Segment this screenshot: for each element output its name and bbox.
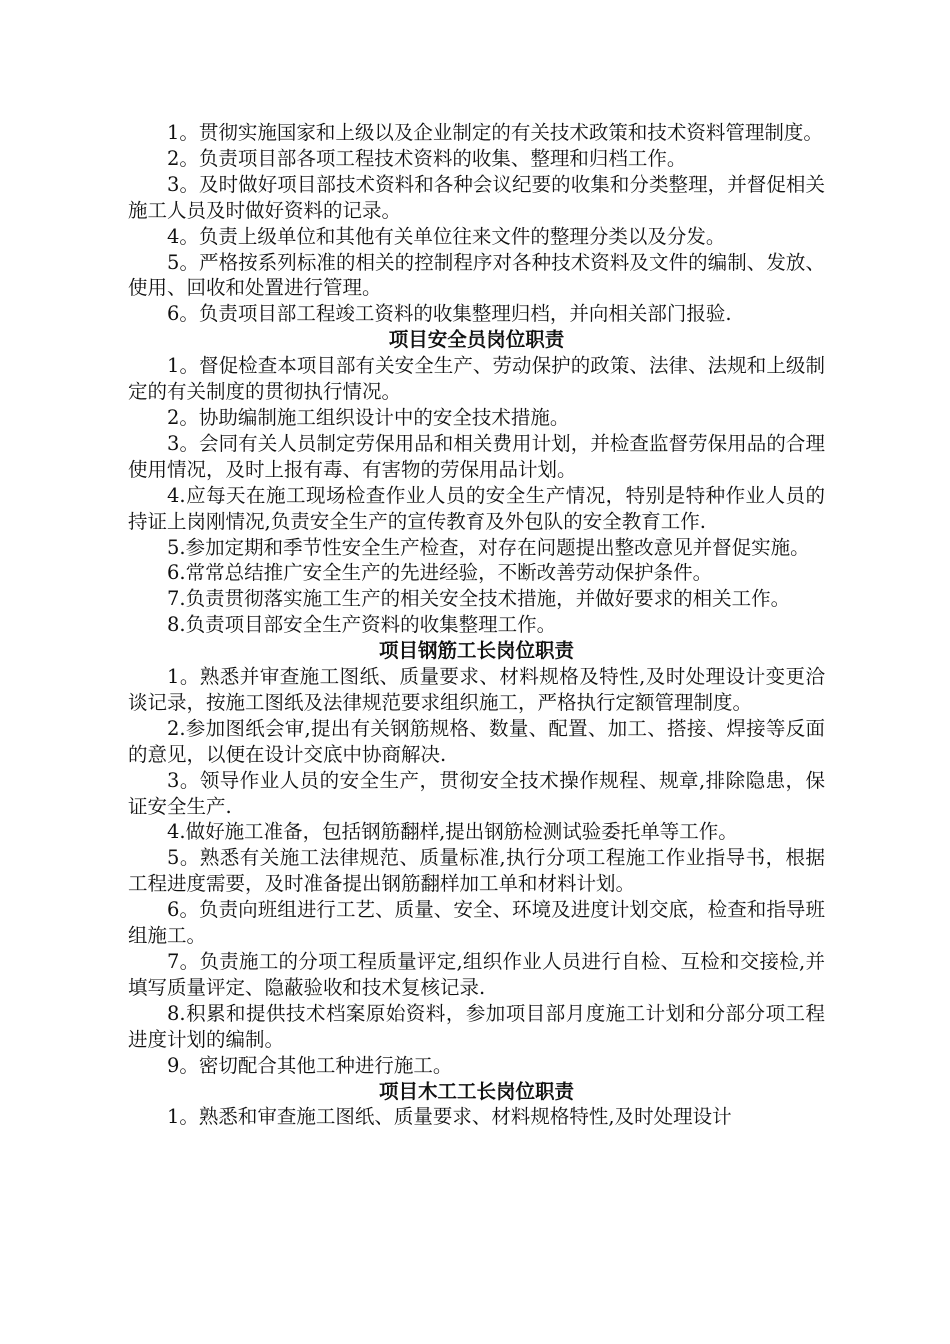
paragraph: 7.负责贯彻落实施工生产的相关安全技术措施，并做好要求的相关工作。: [167, 587, 791, 611]
paragraph: 1。熟悉并审查施工图纸、质量要求、材料规格及特性,及时处理设计变更洽谈记录，按施工图纸及法律规范要求组织施工，严格执行定额管理制度。: [128, 665, 825, 714]
paragraph: 7。负责施工的分项工程质量评定,组织作业人员进行自检、互检和交接检,并填写质量评定、隐蔽验收和技术复核记录.: [128, 950, 825, 999]
paragraph: 6.常常总结推广安全生产的先进经验，不断改善劳动保护条件。: [167, 561, 713, 585]
paragraph: 4.做好施工准备，包括钢筋翻样,提出钢筋检测试验委托单等工作。: [167, 820, 738, 844]
section-safety-officer: [128, 327, 825, 638]
paragraph: 6。负责向班组进行工艺、质量、安全、环境及进度计划交底，检查和指导班组施工。: [128, 898, 825, 948]
paragraph: 3。及时做好项目部技术资料和各种会议纪要的收集和分类整理，并督促相关施工人员及时做好资料的记录。: [128, 172, 825, 222]
paragraph: 2。协助编制施工组织设计中的安全技术措施。: [167, 405, 570, 429]
paragraph: 5。严格按系列标准的相关的控制程序对各种技术资料及文件的编制、发放、使用、回收和处置进行管理。: [128, 250, 825, 300]
paragraph: 4.应每天在施工现场检查作业人员的安全生产情况，特别是特种作业人员的持证上岗刚情况,负责安全生产的宣传教育及外包队的安全教育工作.: [128, 483, 825, 533]
paragraph: 2.参加图纸会审,提出有关钢筋规格、数量、配置、加工、搭接、焊接等反面的意见，以便在设计交底中协商解决.: [128, 716, 825, 766]
paragraph: 1。督促检查本项目部有关安全生产、劳动保护的政策、法律、法规和上级制定的有关制度的贯彻执行情况。: [128, 354, 825, 404]
paragraph: 2。负责项目部各项工程技术资料的收集、整理和归档工作。: [167, 146, 687, 170]
paragraph: 9。密切配合其他工种进行施工。: [167, 1053, 453, 1077]
paragraph: 5.参加定期和季节性安全生产检查，对存在问题提出整改意见并督促实施。: [167, 535, 810, 559]
section-heading: 项目木工工长岗位职责: [378, 1079, 574, 1103]
paragraph: 8.负责项目部安全生产资料的收集整理工作。: [167, 613, 557, 637]
paragraph: 1。熟悉和审查施工图纸、质量要求、材料规格特性,及时处理设计: [167, 1105, 732, 1129]
section-rebar-foreman: [128, 638, 825, 1078]
paragraph: 6。负责项目部工程竣工资料的收集整理归档，并向相关部门报验.: [167, 302, 732, 326]
paragraph: 8.积累和提供技术档案原始资料，参加项目部月度施工计划和分部分项工程进度计划的编制。: [128, 1001, 825, 1051]
section-carpentry-foreman: [128, 1079, 825, 1131]
paragraph: 3。会同有关人员制定劳保用品和相关费用计划，并检查监督劳保用品的合理使用情况，及时上报有毒、有害物的劳保用品计划。: [128, 431, 825, 481]
section-heading: 项目钢筋工长岗位职责: [378, 639, 574, 663]
paragraph: 1。贯彻实施国家和上级以及企业制定的有关技术政策和技术资料管理制度。: [167, 121, 823, 144]
paragraph: 3。领导作业人员的安全生产，贯彻安全技术操作规程、规章,排除隐患，保证安全生产.: [128, 768, 825, 818]
section-document-management: [128, 120, 825, 327]
document-page: [128, 120, 825, 1130]
paragraph: 5。熟悉有关施工法律规范、质量标准,执行分项工程施工作业指导书，根据工程进度需要，及时准备提出钢筋翻样加工单和材料计划。: [128, 846, 825, 896]
section-heading: 项目安全员岗位职责: [388, 328, 565, 352]
paragraph: 4。负责上级单位和其他有关单位往来文件的整理分类以及分发。: [167, 224, 726, 248]
